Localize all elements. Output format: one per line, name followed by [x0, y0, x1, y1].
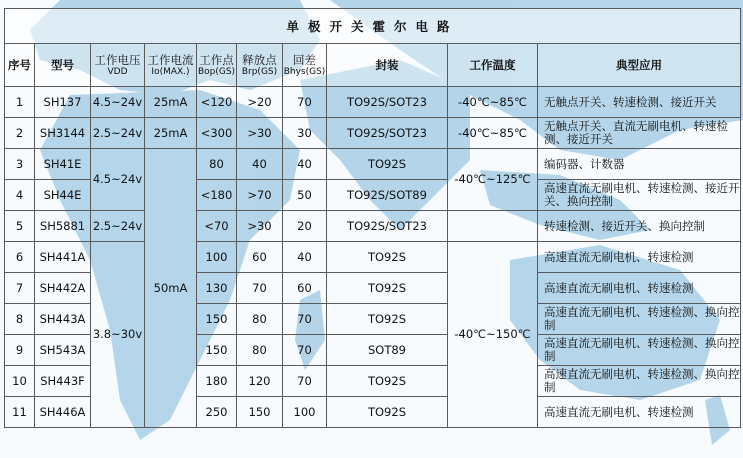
- cell-temp: [448, 211, 538, 242]
- cell-app: 高速直流无刷电机、转速检测: [538, 397, 741, 428]
- cell-model: SH5881: [35, 211, 91, 242]
- cell-voltage: 4.5~24v: [91, 149, 145, 211]
- table-row: [5, 242, 741, 273]
- cell-voltage: 3.8~30v: [91, 242, 145, 428]
- table-title: 单极开关霍尔电路: [5, 9, 741, 44]
- cell-brp: >30: [237, 211, 283, 242]
- cell-brp: 150: [237, 397, 283, 428]
- table-row: [5, 149, 741, 180]
- cell-package: TO92S/SOT23: [327, 87, 448, 118]
- cell-current: 50mA: [145, 149, 197, 428]
- cell-app: 高速直流无刷电机、转速检测: [538, 242, 741, 273]
- cell-app: 高速直流无刷电机、转速检测: [538, 273, 741, 304]
- cell-model: SH441A: [35, 242, 91, 273]
- cell-model: SH446A: [35, 397, 91, 428]
- cell-model: SH44E: [35, 180, 91, 211]
- header-current-sub: Io(MAX.): [151, 66, 190, 77]
- cell-model: SH442A: [35, 273, 91, 304]
- header-brp-sub: Brp(GS): [241, 66, 278, 77]
- cell-voltage: 2.5~24v: [91, 211, 145, 242]
- cell-bop: <70: [197, 211, 237, 242]
- cell-app: 转速检测、接近开关、换向控制: [538, 211, 741, 242]
- cell-bop: 180: [197, 366, 237, 397]
- table-row: [5, 87, 741, 118]
- header-voltage-label: 工作电压: [94, 52, 141, 67]
- cell-bhys: 70: [283, 87, 327, 118]
- cell-no: 2: [5, 118, 35, 149]
- header-bhys: [283, 44, 327, 87]
- cell-model: SH443A: [35, 304, 91, 335]
- cell-temp: -40℃~85℃: [448, 118, 538, 149]
- cell-brp: >20: [237, 87, 283, 118]
- header-bop: [197, 44, 237, 87]
- cell-no: 7: [5, 273, 35, 304]
- header-bop-sub: Bop(GS): [197, 66, 236, 77]
- cell-package: TO92S: [327, 242, 448, 273]
- cell-app: 高速直流无刷电机、转速检测、接近开关、换向控制: [538, 180, 741, 211]
- header-current: [145, 44, 197, 87]
- cell-no: 10: [5, 366, 35, 397]
- cell-brp: 40: [237, 149, 283, 180]
- header-brp-label: 释放点: [242, 52, 277, 67]
- cell-app: 高速直流无刷电机、转速检测、换向控制: [538, 366, 741, 397]
- cell-bhys: 70: [283, 335, 327, 366]
- header-bhys-label: 回差: [293, 52, 316, 67]
- table-row: [5, 118, 741, 149]
- cell-no: 6: [5, 242, 35, 273]
- cell-app: 高速直流无刷电机、转速检测、换向控制: [538, 304, 741, 335]
- cell-bhys: 30: [283, 118, 327, 149]
- cell-app: 无触点开关、转速检测、接近开关: [538, 87, 741, 118]
- header-brp: [237, 44, 283, 87]
- header-app: 典型应用: [538, 44, 741, 87]
- cell-voltage: 4.5~24v: [91, 87, 145, 118]
- header-no: 序号: [5, 44, 35, 87]
- cell-bop: 250: [197, 397, 237, 428]
- cell-brp: 120: [237, 366, 283, 397]
- cell-brp: 80: [237, 335, 283, 366]
- header-package: 封装: [327, 44, 448, 87]
- cell-package: TO92S: [327, 273, 448, 304]
- cell-bop: 100: [197, 242, 237, 273]
- cell-voltage: 2.5~24v: [91, 118, 145, 149]
- header-voltage: [91, 44, 145, 87]
- cell-model: SH137: [35, 87, 91, 118]
- cell-current: 25mA: [145, 87, 197, 118]
- cell-bop: 130: [197, 273, 237, 304]
- cell-temp: -40℃~150℃: [448, 242, 538, 428]
- header-current-label: 工作电流: [147, 52, 194, 67]
- table-header-row: [5, 44, 741, 87]
- table-row: [5, 211, 741, 242]
- cell-package: TO92S: [327, 397, 448, 428]
- cell-bop: <180: [197, 180, 237, 211]
- cell-no: 4: [5, 180, 35, 211]
- cell-no: 5: [5, 211, 35, 242]
- cell-brp: >70: [237, 180, 283, 211]
- cell-app: 高速直流无刷电机、转速检测、换向控制: [538, 335, 741, 366]
- cell-bhys: 20: [283, 211, 327, 242]
- cell-current: 25mA: [145, 118, 197, 149]
- cell-bop: 150: [197, 335, 237, 366]
- cell-app: 无触点开关、直流无刷电机、转速检测、接近开关: [538, 118, 741, 149]
- cell-bhys: 40: [283, 149, 327, 180]
- cell-app: 编码器、计数器: [538, 149, 741, 180]
- cell-model: SH41E: [35, 149, 91, 180]
- cell-temp: -40℃~125℃: [448, 149, 538, 211]
- cell-bop: <300: [197, 118, 237, 149]
- cell-model: SH3144: [35, 118, 91, 149]
- cell-model: SH443F: [35, 366, 91, 397]
- header-bop-label: 工作点: [199, 52, 234, 67]
- cell-package: TO92S: [327, 149, 448, 180]
- cell-brp: >30: [237, 118, 283, 149]
- cell-temp: -40℃~85℃: [448, 87, 538, 118]
- cell-bhys: 100: [283, 397, 327, 428]
- cell-no: 11: [5, 397, 35, 428]
- cell-bop: <120: [197, 87, 237, 118]
- cell-brp: 80: [237, 304, 283, 335]
- cell-no: 8: [5, 304, 35, 335]
- hall-sensor-spec-table: [4, 8, 741, 428]
- cell-no: 3: [5, 149, 35, 180]
- cell-model: SH543A: [35, 335, 91, 366]
- cell-brp: 70: [237, 273, 283, 304]
- cell-bhys: 70: [283, 366, 327, 397]
- cell-package: TO92S: [327, 366, 448, 397]
- cell-bop: 80: [197, 149, 237, 180]
- cell-no: 1: [5, 87, 35, 118]
- header-model: 型号: [35, 44, 91, 87]
- header-temp: 工作温度: [448, 44, 538, 87]
- cell-bhys: 60: [283, 273, 327, 304]
- cell-package: TO92S/SOT89: [327, 180, 448, 211]
- cell-no: 9: [5, 335, 35, 366]
- cell-package: TO92S: [327, 304, 448, 335]
- header-bhys-sub: Bhys(GS): [283, 66, 326, 77]
- cell-package: TO92S/SOT23: [327, 211, 448, 242]
- cell-bop: 150: [197, 304, 237, 335]
- cell-package: TO92S/SOT23: [327, 118, 448, 149]
- cell-package: SOT89: [327, 335, 448, 366]
- cell-bhys: 40: [283, 242, 327, 273]
- header-voltage-sub: VDD: [107, 66, 128, 77]
- cell-bhys: 70: [283, 304, 327, 335]
- cell-brp: 60: [237, 242, 283, 273]
- cell-bhys: 50: [283, 180, 327, 211]
